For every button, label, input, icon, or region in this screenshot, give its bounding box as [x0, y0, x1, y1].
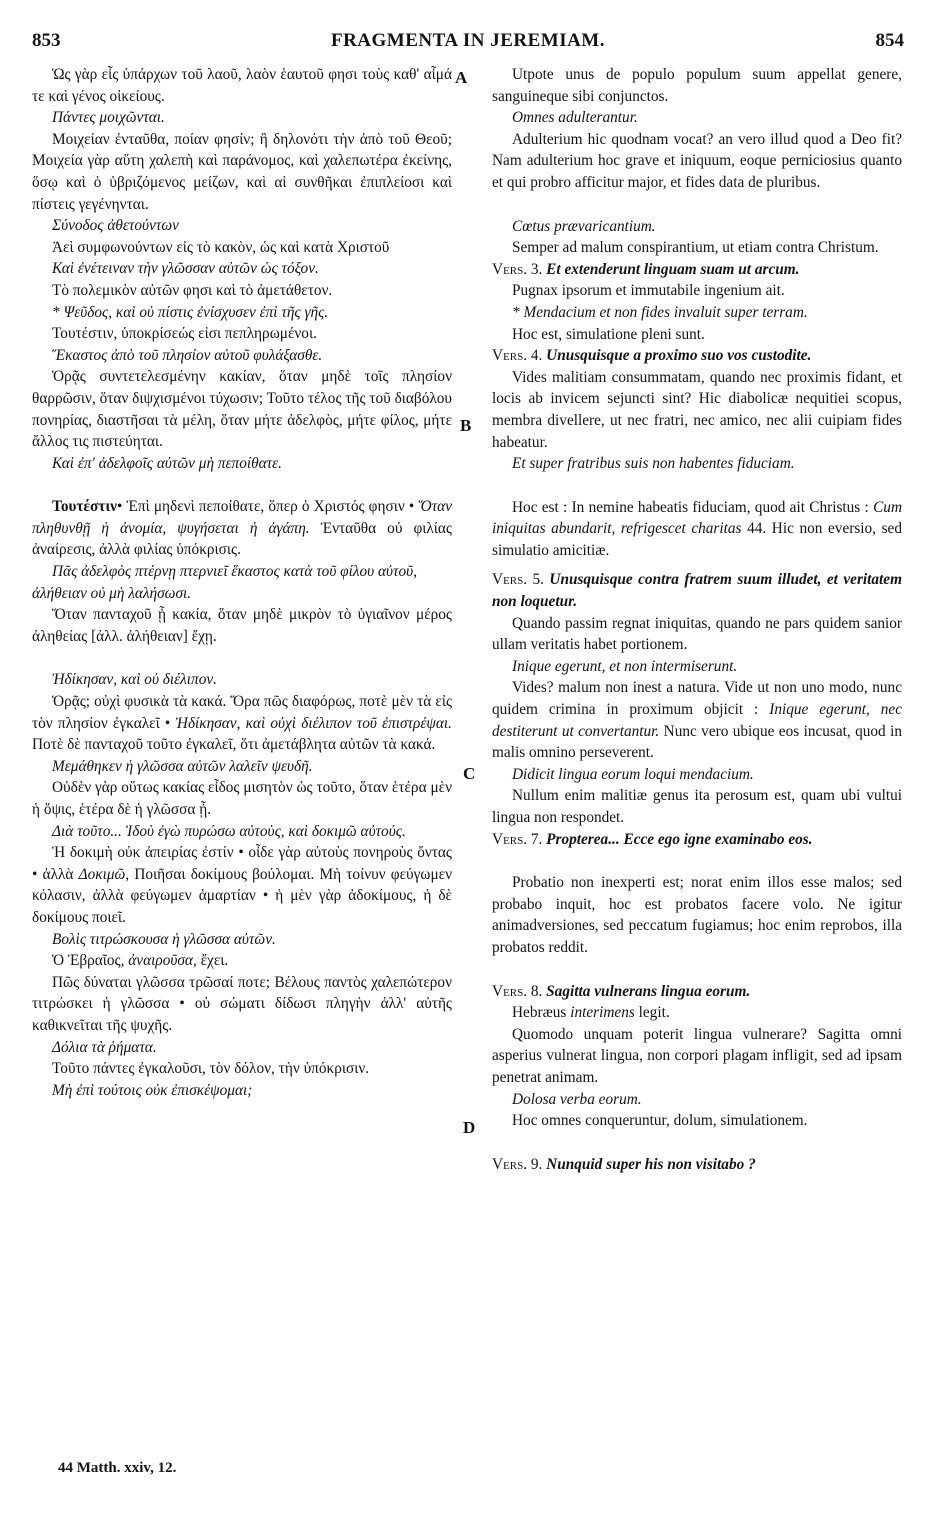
greek-lemma: Μὴ ἐπὶ τούτοις οὐκ ἐπισκέψομαι;	[52, 1081, 253, 1099]
latin-lemma: Inique egerunt, et non intermiserunt.	[512, 657, 738, 675]
greek-paragraph: Μοιχείαν ἐνταῦθα, ποίαν φησίν; ἢ δηλονότι τὴν ἀπὸ τοῦ Θεοῦ; Μοιχεία γὰρ αὕτη χαλεπὴ καὶ παράνομος, καὶ χαλεπωτέρα ἐκείνης, ὅσῳ καὶ ὁ ὑβριζόμενος μείζων, καὶ αἱ συνθῆκαι ἐπιπλείοσι καὶ πίστεις γεγένηνται.	[32, 130, 452, 213]
latin-paragraph: Vides malitiam consummatam, quando nec proximis fidant, et locis ab invicem sejuncti sint? Hic diabolicæ nequitiei scopus, membra divellere, ut nec fratri, nec amico, nec alii cuipiam fides habeatur.	[492, 368, 902, 451]
greek-paragraph: Τοῦτο πάντες ἐγκαλοῦσι, τὸν δόλον, τὴν ὑπόκρισιν.	[52, 1060, 370, 1078]
latin-lemma: Et super fratribus suis non habentes fiduciam.	[512, 455, 795, 473]
greek-lemma: Σύνοδος ἀθετούντων	[52, 217, 179, 235]
greek-paragraph: Πῶς δύναται γλῶσσα τρῶσαί ποτε; Βέλους παντὸς χαλεπώτερον τιτρώσκει ἡ γλῶσσα • οὐ σώματι δίδωσι πληγὴν ἀλλ' αὐτῆς καθικνεῖται τῆς ψυχῆς.	[32, 973, 452, 1034]
latin-paragraph	[492, 497, 902, 562]
greek-quote: Ἠδίκησαν, καὶ οὐχὶ διέλιπον τοῦ ἐπιστρέψαι.	[175, 714, 452, 732]
latin-text: Nunc vero ubique eos incusat, quod in malis omnino perseverent.	[492, 722, 902, 762]
verse-heading	[492, 569, 902, 612]
section-marker-c: C	[463, 764, 476, 783]
spacer	[492, 850, 902, 872]
verse-label: Vers. 4.	[492, 347, 543, 365]
verse-label: Vers. 3.	[492, 260, 543, 278]
greek-paragraph	[32, 950, 452, 972]
greek-quote: ἀναιροῦσα,	[128, 952, 197, 970]
latin-paragraph: Utpote unus de populo populum suum appellat genere, sanguineque sibi conjunctos.	[492, 66, 902, 105]
greek-paragraph: Οὐδὲν γὰρ οὕτως κακίας εἶδος μισητὸν ὡς τοῦτο, ὅταν ἑτέρα μὲν ἡ ὄψις, ἑτέρα δὲ ἡ γλῶσσα ᾖ.	[32, 779, 452, 818]
greek-paragraph: Ὁρᾷς συντετελεσμένην κακίαν, ὅταν μηδὲ τοῖς πλησίον θαρρῶσιν, ὅταν διψχισμένοι τύχωσιν; Τοῦτο τέλος τῆς τοῦ διαβόλου πονηρίας, διαστῆσαι τὰ μέλη, ὅταν μήτε ἀδελφὸς, μήτε φίλος, μήτε ἄλλος τις πιστεύηται.	[32, 368, 452, 451]
greek-column	[32, 64, 452, 1101]
verse-heading	[492, 829, 902, 851]
latin-text: Vides? malum non inest a natura. Vide ut non uno modo, nunc quidem crimina in proximum objicit :	[492, 679, 902, 719]
verse-heading	[492, 259, 902, 281]
greek-quote: Ὅταν πληθυνθῇ ἡ ἀνομία, ψυγήσεται ἡ ἀγάπη.	[32, 498, 452, 537]
greek-lemma: Καὶ ἐνέτειναν τὴν γλῶσσαν αὐτῶν ὡς τόξον.	[52, 260, 319, 278]
greek-lemma: Ἕκαστος ἀπὸ τοῦ πλησίον αὐτοῦ φυλάξασθε.	[52, 346, 323, 364]
greek-paragraph: Ἀεὶ συμφωνούντων εἰς τὸ κακὸν, ὡς καὶ κατὰ Χριστοῦ	[52, 238, 390, 256]
greek-lemma: Βολὶς τιτρώσκουσα ἡ γλῶσσα αὐτῶν.	[52, 930, 276, 948]
greek-paragraph	[32, 842, 452, 928]
greek-variant-note: [ἀλλ. ἀλήθειαν]	[91, 627, 188, 645]
greek-text: Ἐνταῦθα οὐ φιλίας ἀναίρεσις, ἀλλὰ φιλίας ὑπόκρισις.	[32, 519, 452, 559]
greek-text: ἔχει.	[196, 952, 229, 970]
section-marker-a: A	[455, 68, 468, 87]
greek-quote: Δοκιμῶ,	[78, 865, 130, 883]
spacer	[492, 1132, 902, 1154]
verse-text: Propterea... Ecce ego igne examinabo eos.	[546, 830, 813, 848]
latin-lemma: Cœtus prævaricantium.	[512, 217, 656, 235]
greek-text: Ὁ Ἑβραῖος,	[52, 952, 129, 970]
greek-paragraph: Τὸ πολεμικὸν αὐτῶν φησι καὶ τὸ ἀμετάθετον.	[52, 281, 333, 299]
greek-lemma: Πᾶς ἀδελφὸς πτέρνῃ πτερνιεῖ ἕκαστος κατὰ τοῦ φίλου αὐτοῦ, ἀλήθειαν οὐ μὴ λαλήσωσι.	[32, 563, 418, 602]
greek-lemma: Πάντες μοιχῶνται.	[52, 109, 165, 127]
verse-label: Vers. 5.	[492, 571, 544, 589]
verse-label: Vers. 7.	[492, 830, 543, 848]
spacer	[492, 194, 902, 216]
running-header	[32, 30, 904, 60]
greek-text: Ποιῆσαι δοκίμους βούλομαι. Μὴ τοίνυν φεύγωμεν κόλασιν, ἀλλὰ φεύγωμεν ἁμαρτίαν • ἡ μὲν γὰρ ἀδοκίμους, ἡ δὲ δοκίμους ποιεῖ.	[32, 865, 452, 926]
verse-text: Unusquisque a proximo suo vos custodite.	[546, 347, 812, 365]
greek-text: Ποτὲ δὲ πανταχοῦ τοῦτο ἐγκαλεῖ, ὅτι ἀμετάβλητα αὐτῶν τὰ κακά.	[32, 736, 436, 754]
section-marker-b: B	[460, 416, 472, 435]
greek-lemma: Καὶ ἐπ' ἀδελφοῖς αὐτῶν μὴ πεποίθατε.	[52, 454, 282, 472]
verse-text: Sagitta vulnerans lingua eorum.	[546, 982, 751, 1000]
latin-text: legit.	[634, 1004, 670, 1022]
greek-paragraph	[32, 691, 452, 756]
latin-paragraph: Hoc est, simulatione pleni sunt.	[512, 325, 705, 343]
greek-text: ἔχῃ.	[187, 627, 217, 645]
greek-paragraph: Ὡς γὰρ εἷς ὑπάρχων τοῦ λαοῦ, λαὸν ἑαυτοῦ φησι τοὺς καθ' αἷμά τε καὶ γένος οἰκείους.	[32, 66, 452, 105]
greek-lemma: Ἠδίκησαν, καὶ οὐ διέλιπον.	[52, 671, 217, 689]
greek-text: Ὁρᾷς; οὐχὶ φυσικὰ τὰ κακά. Ὅρα πῶς διαφόρως, ποτὲ μὲν τὰ εἰς τὸν πλησίον ἐγκαλεῖ •	[32, 693, 452, 732]
latin-paragraph: Semper ad malum conspirantium, ut etiam contra Christum.	[512, 239, 879, 257]
greek-lemma: Μεμάθηκεν ἡ γλῶσσα αὐτῶν λαλεῖν ψευδῆ.	[52, 757, 313, 775]
verse-label: Vers. 8.	[492, 982, 543, 1000]
latin-paragraph: Hoc omnes conqueruntur, dolum, simulationem.	[512, 1112, 808, 1130]
latin-quote: Inique egerunt, nec destiterunt ut convertantur.	[492, 701, 902, 740]
verse-heading	[492, 1154, 902, 1176]
latin-text: Hebræus	[512, 1004, 571, 1022]
verse-label: Vers. 9.	[492, 1155, 543, 1173]
spacer	[492, 959, 902, 981]
latin-paragraph: Probatio non inexperti est; norat enim illos esse malos; sed probabo inquit, hoc est probatos facere volo. Ne igitur animadversiones, sed peccatum fugiamus; hoc enim reprobos, illa probatos reddit.	[492, 874, 902, 956]
verse-heading	[492, 981, 902, 1003]
latin-paragraph: Quomodo unquam poterit lingua vulnerare? Sagitta omni asperius vulnerat lingua, non corpori plagam infligit, sed ad ipsam penetrat animam.	[492, 1025, 902, 1086]
greek-text: Ὅταν πανταχοῦ ᾖ κακία, ὅταν μηδὲ μικρὸν τὸ ὑγιαῖνον μέρος ἀληθείας	[32, 606, 452, 645]
greek-lemma: Διὰ τοῦτο... Ἰδοὺ ἐγὼ πυρώσω αὐτοὺς, καὶ δοκιμῶ αὐτούς.	[52, 822, 406, 840]
spacer	[492, 561, 902, 569]
running-title: FRAGMENTA IN JEREMIAM.	[330, 30, 605, 51]
latin-quote: Cum iniquitas abundarit, refrigescet charitas	[492, 498, 902, 538]
verse-text: Nunquid super his non visitabo ?	[546, 1155, 756, 1173]
greek-text: • Ἐπὶ μηδενὶ πεποίθατε, ὅπερ ὁ Χριστός φησιν •	[116, 498, 419, 516]
latin-column	[492, 64, 902, 1175]
latin-lemma: Didicit lingua eorum loqui mendacium.	[512, 765, 754, 783]
verse-text: Et extenderunt linguam suam ut arcum.	[546, 260, 800, 278]
latin-text: 44. Hic non eversio, sed simulatio amicitiæ.	[492, 520, 902, 559]
greek-text: Ἡ δοκιμὴ οὐκ ἀπειρίας ἐστίν • οἶδε γὰρ αὐτοὺς πονηροὺς ὄντας • ἀλλὰ	[32, 844, 452, 883]
verse-heading	[492, 345, 902, 367]
latin-paragraph	[492, 677, 902, 763]
greek-paragraph	[32, 604, 452, 647]
spacer	[32, 474, 452, 496]
greek-paragraph	[32, 496, 452, 561]
latin-paragraph	[492, 1002, 902, 1024]
greek-lemma: Δόλια τὰ ῥήματα.	[52, 1038, 157, 1056]
footnote: 44 Matth. xxiv, 12.	[58, 1460, 177, 1476]
section-marker-d: D	[463, 1118, 476, 1137]
page-number-right: 854	[875, 30, 904, 51]
verse-text: Unusquisque contra fratrem suum illudet, et veritatem non loquetur.	[492, 571, 902, 611]
latin-lemma: Omnes adulterantur.	[512, 109, 638, 127]
spacer	[492, 475, 902, 497]
page-number-left: 853	[32, 30, 61, 51]
latin-paragraph: Quando passim regnat iniquitas, quando ne pars quidem sanior ullam veritatis habet portionem.	[492, 614, 902, 654]
latin-quote: interimens	[570, 1004, 635, 1022]
latin-text: Hoc est : In nemine habeatis fiduciam, quod ait Christus :	[512, 498, 874, 516]
greek-paragraph: Τουτέστιν, ὑποκρίσεώς εἰσι πεπληρωμένοι.	[52, 325, 317, 343]
greek-emphasis: Τουτέστιν	[52, 498, 117, 516]
latin-lemma: * Mendacium et non fides invaluit super terram.	[512, 303, 808, 321]
greek-lemma: * Ψεῦδος, καὶ οὐ πίστις ἐνίσχυσεν ἐπὶ τῆς γῆς.	[52, 303, 329, 321]
latin-paragraph: Pugnax ipsorum et immutabile ingenium ait.	[512, 282, 785, 300]
latin-lemma: Dolosa verba eorum.	[512, 1090, 642, 1108]
latin-paragraph: Nullum enim malitiæ genus ita perosum est, quam ubi vultui lingua non respondet.	[492, 787, 902, 826]
latin-paragraph: Adulterium hic quodnam vocat? an vero illud quod a Deo fit? Nam adulterium hoc grave et iniquum, eoque perniciosius quanto et qui probro afficitur major, et fides data de pluribus.	[492, 130, 902, 191]
spacer	[32, 647, 452, 669]
